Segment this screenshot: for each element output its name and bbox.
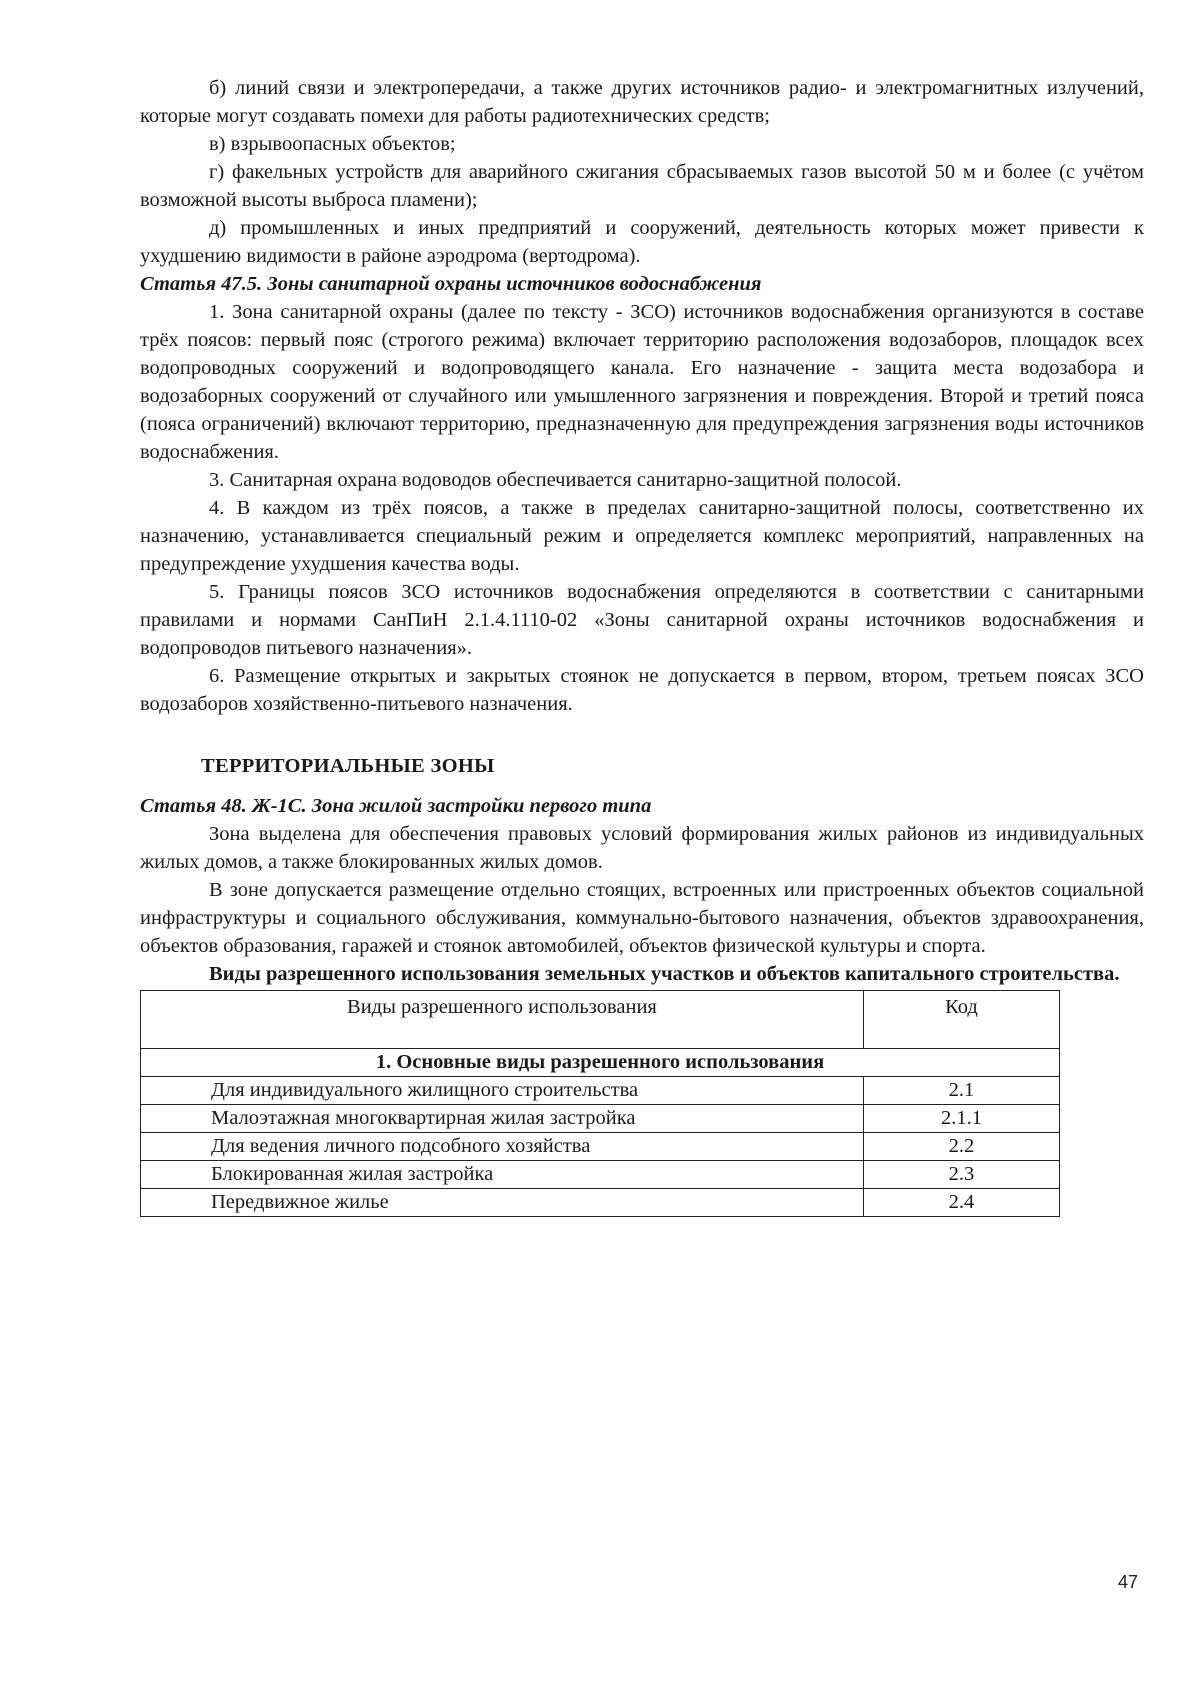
row-name: Блокированная жилая застройка — [141, 1161, 864, 1189]
row-code: 2.3 — [863, 1161, 1059, 1189]
paragraph-v: в) взрывоопасных объектов; — [209, 133, 456, 155]
page-number: 47 — [1118, 1572, 1139, 1592]
group-title: 1. Основные виды разрешенного использования — [141, 1049, 1060, 1077]
table-row — [141, 1105, 1060, 1133]
table-row — [141, 1077, 1060, 1105]
section-heading: ТЕРРИТОРИАЛЬНЫЕ ЗОНЫ — [201, 755, 495, 777]
header-code: Код — [863, 991, 1059, 1049]
article-47-5-paragraph-3: 3. Санитарная охрана водоводов обеспечивается санитарно-защитной полосой. — [209, 469, 902, 491]
row-code: 2.2 — [863, 1133, 1059, 1161]
row-name: Для индивидуального жилищного строительства — [141, 1077, 864, 1105]
paragraph-b: б) линий связи и электропередачи, а также других источников радио- и электромагнитных излучений, которые могут создавать помехи для работы радиотехнических средств; — [140, 77, 1144, 127]
article-48-paragraph-2: В зоне допускается размещение отдельно стоящих, встроенных или пристроенных объектов социальной инфраструктуры и социального обслуживания, коммунально-бытового назначения, объектов здравоохранения, объектов образования, гаражей и стоянок автомобилей, объектов физической культуры и спорта. — [140, 879, 1144, 957]
article-48-title: Статья 48. Ж-1С. Зона жилой застройки первого типа — [140, 795, 652, 817]
article-47-5-paragraph-4: 4. В каждом из трёх поясов, а также в пределах санитарно-защитной полосы, соответственно их назначению, устанавливается специальный режим и определяется комплекс мероприятий, направленных на предупреждение ухудшения качества воды. — [140, 497, 1144, 575]
article-47-5-paragraph-1: 1. Зона санитарной охраны (далее по тексту - ЗСО) источников водоснабжения организуются в составе трёх поясов: первый пояс (строгого режима) включает территорию расположения водозаборов, площадок всех водопроводных сооружений и водопроводящего канала. Его назначение - защита места водозабора и водозаборных сооружений от случайного или умышленного загрязнения и повреждения. Второй и третий пояса (пояса ограничений) включают территорию, предназначенную для предупреждения загрязнения воды источников водоснабжения. — [140, 301, 1144, 463]
land-use-table — [140, 990, 1060, 1217]
table-caption: Виды разрешенного использования земельных участков и объектов капитального строительства. — [209, 963, 1120, 985]
table-row — [141, 1133, 1060, 1161]
row-name: Для ведения личного подсобного хозяйства — [141, 1133, 864, 1161]
row-name: Малоэтажная многоквартирная жилая застройка — [141, 1105, 864, 1133]
row-code: 2.1.1 — [863, 1105, 1059, 1133]
article-47-5-title: Статья 47.5. Зоны санитарной охраны источников водоснабжения — [140, 273, 762, 295]
article-47-5-paragraph-5: 5. Границы поясов ЗСО источников водоснабжения определяются в соответствии с санитарными правилами и нормами СанПиН 2.1.4.1110-02 «Зоны санитарной охраны источников водоснабжения и водопроводов питьевого назначения». — [140, 581, 1144, 659]
row-code: 2.4 — [863, 1189, 1059, 1217]
table-group-row — [141, 1049, 1060, 1077]
paragraph-d: д) промышленных и иных предприятий и сооружений, деятельность которых может привести к ухудшению видимости в районе аэродрома (вертодрома). — [140, 217, 1144, 267]
paragraph-g: г) факельных устройств для аварийного сжигания сбрасываемых газов высотой 50 м и более (с учётом возможной высоты выброса пламени); — [140, 161, 1144, 211]
row-code: 2.1 — [863, 1077, 1059, 1105]
table-row — [141, 1161, 1060, 1189]
article-47-5-paragraph-6: 6. Размещение открытых и закрытых стоянок не допускается в первом, втором, третьем поясах ЗСО водозаборов хозяйственно-питьевого назначения. — [140, 665, 1144, 715]
article-48-paragraph-1: Зона выделена для обеспечения правовых условий формирования жилых районов из индивидуальных жилых домов, а также блокированных жилых домов. — [140, 823, 1144, 873]
table-row — [141, 1189, 1060, 1217]
header-name: Виды разрешенного использования — [141, 991, 864, 1049]
row-name: Передвижное жилье — [141, 1189, 864, 1217]
table-header-row — [141, 991, 1060, 1049]
